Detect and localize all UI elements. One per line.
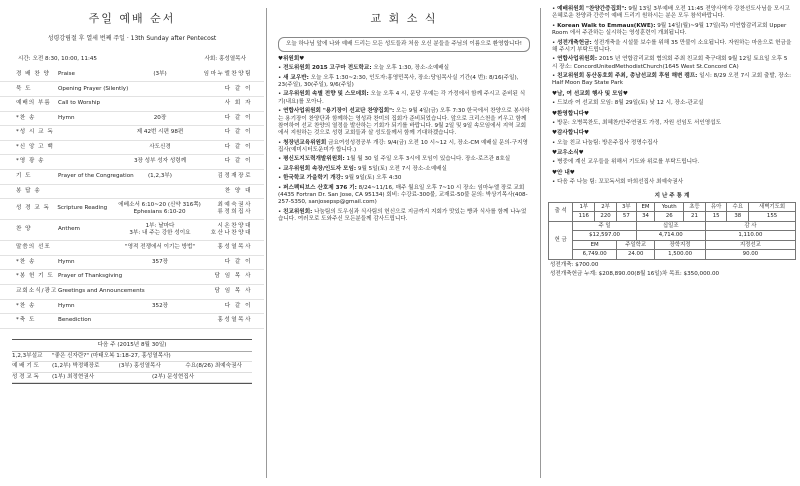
order-label: *축 도 <box>16 317 36 324</box>
attendance-value: 38 <box>727 212 749 222</box>
order-content: 352장 <box>151 302 169 309</box>
section-item: • 방문: 오병목찬도, 최혜찬/안주연권도 가정, 자원 선임도 서인영섭도 <box>552 120 792 127</box>
worship-order-column <box>0 0 264 486</box>
next-week-table <box>12 339 252 385</box>
news-item: • 평신도지도력개발위원회: 1월 월 30 일 주일 오후 3시에 모임이 있습니다. 장소-로즈관 8호실 <box>278 156 530 163</box>
order-person: 다 같 이 <box>224 302 252 309</box>
worship-row <box>0 141 264 156</box>
committee-header: ♥위원회♥ <box>278 55 305 62</box>
order-label: 찬 양 <box>16 226 32 233</box>
order-english: Prayer of the Congregation <box>58 173 134 180</box>
order-person: 다 같 이 <box>224 158 252 165</box>
news-item: • 친교위원회: 나눔팀의 도우심과 식사팀의 헌신으로 지금까지 지회가 맛있는 빵과 식사를 함께 나누었습니다. 여러모로 도와주신 모든분들께 감사드립니다. <box>278 209 530 224</box>
welcome-box: 오늘 하나님 앞에 나와 예배 드리는 모든 성도들과 처음 오신 분들을 주님의 이름으로 환영합니다! <box>278 37 530 52</box>
order-label: 묵 도 <box>16 85 32 92</box>
worship-row <box>0 170 264 185</box>
order-person: 김정재장로 <box>217 173 252 180</box>
worship-row <box>0 270 264 285</box>
order-english: Hymn <box>58 258 75 265</box>
attendance-head: 수요 <box>727 202 749 212</box>
worship-row <box>0 300 264 315</box>
order-english: Call to Worship <box>58 100 101 107</box>
news-item: • 한국학교 가을학기 개강: 9월 9일(토) 오후 4:30 <box>278 175 530 182</box>
order-label: 예배의 부름 <box>16 100 51 107</box>
worship-row <box>0 220 264 241</box>
offering-label: 헌 금 <box>549 221 573 259</box>
news-continued-column <box>544 0 800 486</box>
worship-row <box>0 256 264 271</box>
order-english: Hymn <box>58 114 75 121</box>
service-time: 시간: 오전 8:30, 10:00, 11:45 <box>18 56 97 63</box>
section-header: ♥남, 여 선교회 행사 및 모임♥ <box>552 90 628 97</box>
attendance-head: Youth <box>655 202 684 212</box>
worship-row <box>0 185 264 200</box>
attendance-head: EM <box>636 202 655 212</box>
worship-row <box>0 68 264 83</box>
order-content: 사도신경 <box>149 143 171 150</box>
order-content: 제 42번 시편 98편 <box>136 129 184 136</box>
attendance-value: 57 <box>616 212 636 222</box>
order-english: Greetings and Announcements <box>58 288 145 295</box>
order-person: 찬 양 대 <box>224 187 252 194</box>
attendance-head: 초등 <box>684 202 706 212</box>
order-label: 봉 답 송 <box>16 187 41 194</box>
worship-row <box>0 112 264 127</box>
order-content: 1부: 날마다 3부: 내 주는 강한 성이요 <box>129 222 191 237</box>
order-person: 사 회 자 <box>224 100 252 107</box>
order-english: Prayer of Thanksgiving <box>58 273 123 280</box>
section-header: ♥환영합니다♥ <box>552 110 590 117</box>
news-item: • 연합사업위원회 "용기장이 선교단 찬양집회": 오는 9월 4일(금) 오후 7:30 한국에서 찬양으로 봉사하는 용기장이 찬양단과 함께하는 영성과 찬미의 집회가 준비되었습니다. 앞으로 크리스천을 키우고 함께 참여하여 선교 찬양의 열정을 발산하는 기회가 되기를 바랍니다. 9월 2일 및 9일 속모임에서 지역 교회에서 지원하는 것으로 성령 교회들과 살 성도들께서 함께 기대하겠습니다. <box>278 108 530 138</box>
news-item: • 퍼스펙티브스 산호제 376 기: 8/24~11/16, 매주 월요일 오후 7~10 시 장소: 임마누엘 장로 교회(4435 Fortran Dr. San Jose, CA 95134) 회비: 수강료-300불, 교재료-50불 문의: 박상기목사(408-257-5350, sanjosepsp@gmail.com) <box>278 185 530 207</box>
duty-row: 예 배 기 도 (1,2부) 박정해장로 (3부) 홍성열목사 수요(8/26) 최예숙권사 <box>12 362 252 372</box>
attendance-label: 출 석 <box>549 202 573 221</box>
order-content: 20장 <box>153 114 167 121</box>
finance-title: 지 난 주 통 계 <box>654 192 690 199</box>
news-item: • 예배위원회 "찬양간증집회": 9월 13일 3부예배 오전 11:45 전양사역자 강찬선도사님을 모시고 은혜로운 찬양과 간증이 예배 드리기 원하시는 분은 모두 참석바랍니다. <box>552 6 792 21</box>
worship-row <box>0 97 264 112</box>
attendance-head: 1부 <box>573 202 595 212</box>
order-content: (1,2,3부) <box>147 173 172 180</box>
attendance-value: 220 <box>595 212 617 222</box>
order-person: 다 같 이 <box>224 143 252 150</box>
order-person: 임마누엘찬양팀 <box>203 70 252 77</box>
order-person: 최예숙권사 류정희집사 <box>217 201 252 216</box>
order-person: 홍성열목사 <box>217 244 252 251</box>
order-person: 시온찬양대 호산나찬양대 <box>210 222 252 237</box>
attendance-value: 34 <box>636 212 655 222</box>
duty-row: 성 경 교 독 (1부) 최정현권사 (2부) 문성현집사 <box>12 373 252 383</box>
order-label: *찬 송 <box>16 302 36 309</box>
section-header: ♥안 내♥ <box>552 169 575 176</box>
news-item: • 청장년교육위원회 금요여성성경공부 개강: 9/4(금) 오전 10 시~12 시, 장소-CM 예배실 문의-구지영집사(예미시터도운미가 합니다.) <box>278 140 530 155</box>
section-item: • 드보라 여 선교회 모임: 8월 29일(토) 낮 12 시, 장소-관교실 <box>552 100 792 107</box>
order-label: 말씀의 선포 <box>16 244 51 251</box>
order-person: 담 임 목 사 <box>214 288 252 295</box>
attendance-head: 2부 <box>595 202 617 212</box>
attendance-head: 3부 <box>616 202 636 212</box>
order-label: *성 시 교 독 <box>16 129 54 136</box>
order-label: 경 배 찬 양 <box>16 70 50 77</box>
news-item: • 전도위원회 2015 고구마 전도학교: 오늘 오후 1:30, 장소-소예배실 <box>278 65 530 72</box>
column-divider <box>266 8 267 478</box>
order-label: 성 경 교 독 <box>16 205 50 212</box>
renovation-offering: 성전개축: $700.00 <box>550 261 599 268</box>
presider: 사회: 홍성열목사 <box>204 56 246 63</box>
attendance-value: 155 <box>749 212 796 222</box>
subtitle: 성령강림절 후 열세 번째 주일 · 13th Sunday after Pentecost <box>47 34 217 42</box>
worship-row <box>0 199 264 220</box>
news-item: • 교우위원회 속별 전향 및 스모데회: 오늘 오후 4 시, 문당 우예는 각 가정에서 함께 주시고 준비된 식기(내요)를 모아나. <box>278 91 530 106</box>
worship-row <box>0 241 264 256</box>
attendance-head: 새벽기도회 <box>749 202 796 212</box>
news-title: 교 회 소 식 <box>370 12 438 25</box>
worship-row <box>0 126 264 141</box>
order-label: *찬 송 <box>16 114 36 121</box>
order-english: Opening Prayer (Silently) <box>58 85 129 92</box>
order-content: 357장 <box>151 258 169 265</box>
column-divider <box>540 8 541 478</box>
order-english: Anthem <box>58 226 81 233</box>
order-content: (3부) <box>153 70 167 77</box>
section-header: ♥교우소식♥ <box>552 150 584 156</box>
section-item: • 오늘 친교 나눔팀: 방은주집사 정명수집사 <box>552 140 792 147</box>
news-item: • 새 교우반: 오늘 오후 1:30~2:30, 인도자:홍영민목사, 장소:당임목사실 기간(4 번): 8/16(주일), 23(주일), 30(주일), 9/6(주일) <box>278 75 530 90</box>
order-content: 3장 성부 성자 성령께 <box>133 158 187 165</box>
order-person: 다 같 이 <box>224 258 252 265</box>
worship-order-list <box>0 68 264 329</box>
order-english: Benediction <box>58 317 92 324</box>
order-label: *봉 헌 기 도 <box>16 273 54 280</box>
attendance-value: 21 <box>684 212 706 222</box>
attendance-value: 15 <box>705 212 727 222</box>
page-title: 주일 예배 순서 <box>88 12 176 25</box>
news-item: • 성전개축헌금: 성전개축을 시설물 보수를 위해 35 만불이 소요됩니다. 자원하는 마음으로 헌금을 해 주시기 부탁드립니다. <box>552 40 792 55</box>
news-item: • 친교위원회 동산동호회 주최, 총남선교회 후원 해변 캠프: 일시: 8/29 오전 7시 교회 출발, 장소: Half Moon Bay State Park <box>552 73 792 88</box>
section-item: • 병중에 계신 교우들을 위해서 기도와 위로를 부탁드립니다. <box>552 159 792 166</box>
order-person: 다 같 이 <box>224 129 252 136</box>
section-item: • 다음 주 나눔 팀: 꼬꼬독서회 마희선집사 최예숙권사 <box>552 179 792 186</box>
news-item: • Korean Walk to Emmaus(KWE): 9월 14일(월)~9월 17일(목) 미연합감리교회 Upper Room 에서 주관하는 실시하는 영성훈련이 개최됩니다. <box>552 23 792 38</box>
order-english: Hymn <box>58 302 75 309</box>
renovation-total: 성전개축헌금 누계: $208,890.00(8월 16일)차 목표: $350,000.00 <box>550 271 720 278</box>
section-header: ♥감사합니다♥ <box>552 130 590 137</box>
worship-row <box>0 82 264 97</box>
order-person: 홍성열목사 <box>217 317 252 324</box>
worship-row <box>0 285 264 300</box>
worship-row <box>0 314 264 329</box>
news-item: • 교우위원회 속장/인도자 모임: 9월 5일(토) 오전 7시 장소-소예배실 <box>278 166 530 173</box>
attendance-value: 116 <box>573 212 595 222</box>
order-person: 담 임 목 사 <box>214 273 252 280</box>
order-person: 다 같 이 <box>224 85 252 92</box>
attendance-value: 26 <box>655 212 684 222</box>
order-person: 다 같 이 <box>224 114 252 121</box>
order-english: Scripture Reading <box>57 205 108 212</box>
news-item: • 연합사업위원회: 2015 년 연합감리교회 협의회 주최 친교회 축구대회 9월 12일 토요일 오후 5시 장소: ConcordUnitedMethodistChurch(1645 West St.Concord CA) <box>552 56 792 71</box>
duty-row: 1,2,3부설교 "좋은 신자란?" (마태오복 1:18-27, 홍성열목사) <box>12 352 252 362</box>
order-label: 기 도 <box>16 173 32 180</box>
finance-table: 출 석 1부 2부 3부 EM Youth 초등 유아 수요 새벽기도회 116 220 57 34 26 21 15 38 155 헌 금 주 일 십일조 감 사 $12,597.00 4,714.00 1,110.00 EM 주일학교 장학지정 지정선교 6,749.00 24.00 1,500.00 90.00 <box>548 202 796 260</box>
order-content: 에베소서 6:10~20 (신약 316쪽) Ephesians 6:10-20 <box>118 201 201 216</box>
attendance-head: 유아 <box>705 202 727 212</box>
order-english: Praise <box>58 70 75 77</box>
order-content: "영적 전쟁에서 이기는 방법" <box>125 244 195 251</box>
order-label: *찬 송 <box>16 258 36 265</box>
next-week-title: 다음 주 (2015년 8월 30일) <box>12 340 252 352</box>
worship-row <box>0 155 264 170</box>
order-label: *신 앙 고 백 <box>16 143 54 150</box>
church-news-column <box>270 0 538 486</box>
order-label: 교회소식/광고 <box>16 288 58 295</box>
order-label: *영 광 송 <box>16 158 45 165</box>
